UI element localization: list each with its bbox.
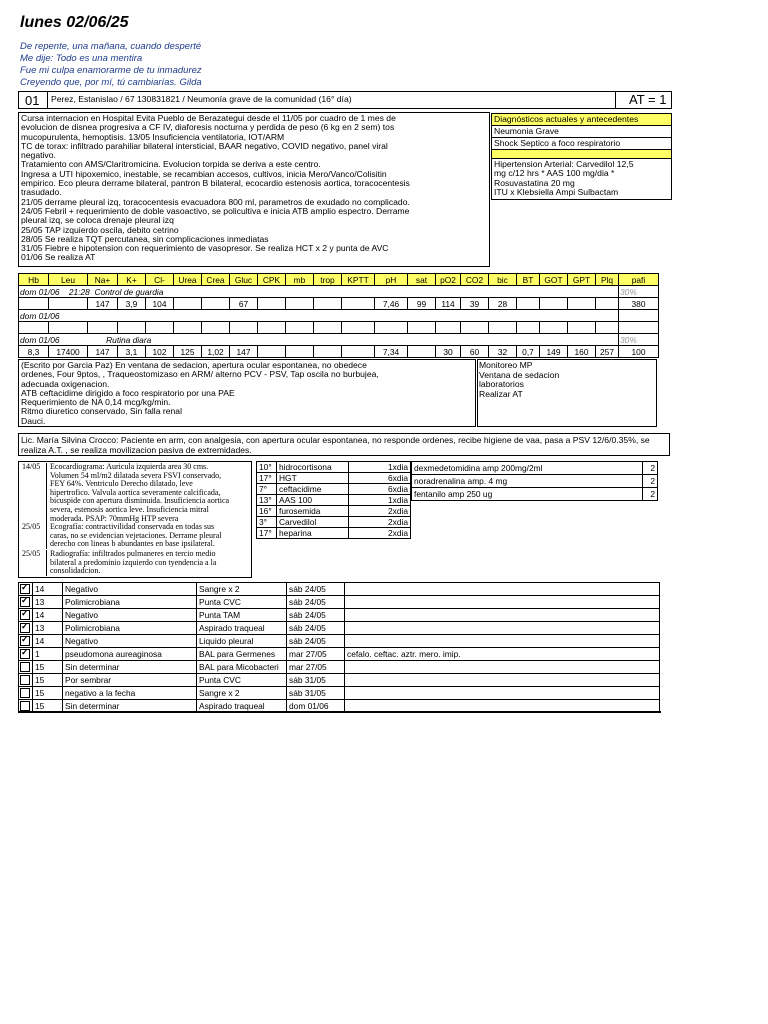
lab-value [342, 346, 375, 358]
at-counter: AT = 1 [629, 92, 667, 107]
note-line: adecuada oxigenacion. [21, 378, 110, 389]
lab-value [408, 322, 436, 334]
lab-header: GOT [540, 274, 568, 286]
culture-checkbox-cell [19, 622, 33, 635]
plan-item: Monitoreo MP [479, 360, 533, 370]
culture-checkbox[interactable] [20, 662, 30, 672]
antecedent-line: ITU x Klebsiella Ampi Sulbactam [494, 187, 619, 198]
culture-checkbox-cell [19, 596, 33, 609]
lab-value: 39 [461, 298, 489, 310]
culture-row [19, 661, 660, 674]
culture-checkbox-cell [19, 583, 33, 596]
lab-value [49, 298, 88, 310]
lab-header: Urea [174, 274, 202, 286]
lab-value: 147 [88, 346, 118, 358]
med-name: AAS 100 [277, 495, 349, 506]
lab-value [202, 322, 230, 334]
study-line: Ecocardiograma: Auricula izquierda area 30 cms. [50, 462, 209, 471]
history-line: Ingresa a UTI hipoxemico, inestable, se recambian accesos, cultivos, inicia Mero/Vanco/Colisitin [21, 168, 387, 179]
history-line: 01/06 Se realiza AT [21, 252, 96, 263]
culture-result: Negativo [63, 609, 197, 622]
lab-table [18, 273, 659, 358]
lab-value [174, 298, 202, 310]
infusion-name: fentanilo amp 250 ug [412, 488, 643, 501]
infusion-name: noradrenalina amp. 4 mg [412, 475, 643, 488]
lab-value [19, 322, 49, 334]
study-line: Ecografía: contractivilidad conservada en todas sus [50, 522, 215, 531]
lab-value: 60 [461, 346, 489, 358]
lab-value: 102 [146, 346, 174, 358]
lab-value [88, 322, 118, 334]
culture-note [345, 609, 660, 622]
culture-row [19, 622, 660, 635]
lab-header: pafi [619, 274, 659, 286]
lab-value: 104 [146, 298, 174, 310]
lab-value: 7,34 [375, 346, 408, 358]
lab-value: 8,3 [19, 346, 49, 358]
lab-header: trop [314, 274, 342, 286]
culture-sample: Sangre x 2 [197, 687, 287, 700]
plan-item: laboratorios [479, 379, 524, 390]
culture-result: Negativo [63, 635, 197, 648]
culture-date: sáb 24/05 [287, 635, 345, 648]
lab-value [540, 322, 568, 334]
culture-date: sáb 24/05 [287, 609, 345, 622]
infusion-row [412, 488, 658, 501]
lab-header-row [19, 274, 659, 286]
bed-number: 01 [25, 93, 40, 108]
med-frequency: 2xdia [349, 506, 411, 517]
lab-value [342, 298, 375, 310]
lab-header: mb [286, 274, 314, 286]
lab-value: 114 [436, 298, 461, 310]
culture-checkbox[interactable] [20, 675, 30, 685]
lab-value [517, 322, 540, 334]
culture-sample: BAL para Micobacteri [197, 661, 287, 674]
divider [18, 711, 661, 713]
culture-note [345, 583, 660, 596]
medication-row [257, 517, 411, 528]
med-frequency: 6xdia [349, 484, 411, 495]
lab-value: 30 [436, 346, 461, 358]
culture-result: pseudomona aureaginosa [63, 648, 197, 661]
lab-value [461, 322, 489, 334]
history-line: 28/05 Se realiza TQT percutanea, sin complicaciones inmediatas [21, 233, 269, 244]
culture-result: Sin determinar [63, 700, 197, 713]
lab-block-label: dom 01/06 Rutina diara [19, 334, 619, 346]
culture-day: 15 [33, 661, 63, 674]
clinical-history [18, 112, 490, 267]
lab-value [258, 346, 286, 358]
lab-value [258, 298, 286, 310]
study-line: bilateral a predominio izquierdo con tyendencia a la [50, 557, 217, 567]
lab-value [596, 298, 619, 310]
culture-row [19, 609, 660, 622]
med-name: ceftacidime [277, 484, 349, 495]
med-name: HGT [277, 473, 349, 484]
lab-header: Cl- [146, 274, 174, 286]
med-name: heparina [277, 528, 349, 539]
culture-note [345, 687, 660, 700]
lab-values-row [19, 322, 659, 334]
lab-value [230, 322, 258, 334]
medication-row [257, 484, 411, 495]
med-name: Carvedilol [277, 517, 349, 528]
lab-value: 125 [174, 346, 202, 358]
study-line: FEY 64%. Ventriculo Derecho dilatado, leve [50, 479, 193, 489]
culture-date: sáb 31/05 [287, 687, 345, 700]
culture-checkbox-cell [19, 635, 33, 648]
history-line: pleural izq, se coloca drenaje pleural izq [21, 215, 174, 226]
med-day: 7° [257, 484, 277, 495]
lab-header: sat [408, 274, 436, 286]
study-line: moderada. PSAP: 70mmHg HTP severa [50, 513, 179, 523]
history-line: mucopurulenta, hemoptisis. 13/05 Insuficiencia ventilatoria, IOT/ARM [21, 131, 285, 142]
culture-date: dom 01/06 [287, 700, 345, 713]
study-date: 25/05 [22, 523, 47, 549]
diagnosis-item: Neumonia Grave [491, 126, 672, 138]
culture-day: 14 [33, 635, 63, 648]
lab-value [286, 322, 314, 334]
lab-header: GPT [568, 274, 596, 286]
lab-value: 3,9 [118, 298, 146, 310]
lab-value: 3,1 [118, 346, 146, 358]
history-line: empirico. Eco pleura derrame bilateral, pantron B bilateral, ecocardio estenosis aortica, toracocentesis [21, 178, 410, 189]
history-line: 24/05 Febril + requerimiento de doble vasoactivo, se policultiva e inicia ATB amplio espectro. Derrame [21, 205, 410, 216]
lab-value [314, 298, 342, 310]
culture-checkbox-cell [19, 609, 33, 622]
culture-row [19, 674, 660, 687]
culture-note [345, 635, 660, 648]
lab-value [286, 346, 314, 358]
history-line: Cursa internacion en Hospital Evita Pueblo de Berazategui desde el 11/05 por cuadro de 1 mes de [21, 113, 396, 123]
study-line: derecho con lineas b abundantes en base ipsilateral. [50, 539, 215, 549]
lab-value: 149 [540, 346, 568, 358]
lab-header: Na+ [88, 274, 118, 286]
infusion-name: dexmedetomidina amp 200mg/2ml [412, 462, 643, 475]
lab-header: pO2 [436, 274, 461, 286]
antecedents [491, 159, 672, 200]
plan-list [477, 359, 657, 427]
culture-sample: Aspirado traqueal [197, 700, 287, 713]
fio2-value: 30% [619, 286, 659, 298]
lab-header: pH [375, 274, 408, 286]
medication-row [257, 506, 411, 517]
medication-row [257, 528, 411, 539]
lab-value [489, 322, 517, 334]
culture-row [19, 648, 660, 661]
culture-date: mar 27/05 [287, 661, 345, 674]
medication-row [257, 495, 411, 506]
culture-checkbox-cell [19, 648, 33, 661]
culture-checkbox-cell [19, 661, 33, 674]
culture-day: 13 [33, 596, 63, 609]
lab-value [49, 322, 88, 334]
lab-value [19, 298, 49, 310]
lab-header: Plq [596, 274, 619, 286]
plan-item: Ventana de sedacion [479, 369, 560, 380]
culture-result: Sin determinar [63, 661, 197, 674]
poem-line: Me dije: Todo es una mentira [20, 53, 143, 64]
lab-value [342, 322, 375, 334]
lab-value [146, 322, 174, 334]
poem-line: Fue mi culpa enamorarme de tu inmadurez [20, 65, 202, 76]
lab-value [517, 298, 540, 310]
culture-checkbox[interactable] [20, 584, 30, 594]
diagnosis-item: Shock Septico a foco respiratorio [491, 138, 672, 150]
lab-block-label-row [19, 286, 659, 298]
culture-row [19, 687, 660, 700]
study-line: Volumen 54 ml/m2 dilatada severa FSVI conservado, [50, 470, 222, 480]
med-frequency: 2xdia [349, 528, 411, 539]
lab-header: bic [489, 274, 517, 286]
antecedent-line: mg c/12 hrs * AAS 100 mg/dia * [494, 168, 615, 179]
lab-values-row [19, 298, 659, 310]
patient-info: Perez, Estanislao / 67 130831821 / Neumonía grave de la comunidad (16° día) [51, 94, 352, 104]
lab-value: 257 [596, 346, 619, 358]
study-text [50, 523, 221, 549]
lab-header: Leu [49, 274, 88, 286]
culture-note [345, 674, 660, 687]
culture-day: 14 [33, 609, 63, 622]
lab-value: 380 [619, 298, 659, 310]
history-line: TC de torax: infiltrado parahiliar bilateral intersticial, BAAR negativo, COVID negativo, panel viral [21, 140, 388, 151]
culture-result: Polimicrobiana [63, 622, 197, 635]
note-line: ordenes, Four 9ptos, , Traqueostomizaso en ARM/ alterno PCV - PSV, Tap oscila no burbujea, [21, 369, 379, 380]
infusion-row [412, 462, 658, 475]
med-day: 17° [257, 528, 277, 539]
culture-sample: Punta CVC [197, 674, 287, 687]
culture-checkbox-cell [19, 687, 33, 700]
lab-header: KPTT [342, 274, 375, 286]
lab-block-label-row [19, 334, 659, 346]
culture-date: sáb 24/05 [287, 583, 345, 596]
lab-value [619, 322, 659, 334]
med-day: 16° [257, 506, 277, 517]
culture-sample: Punta CVC [197, 596, 287, 609]
culture-note [345, 622, 660, 635]
lab-header: Gluc [230, 274, 258, 286]
study-text [50, 550, 216, 576]
lab-value [436, 322, 461, 334]
lab-value [258, 322, 286, 334]
culture-note [345, 661, 660, 674]
poem [20, 41, 202, 89]
medical-note [18, 359, 476, 427]
note-line: Requerimiento de NA 0,14 mcg/kg/min. [21, 397, 171, 408]
culture-date: sáb 24/05 [287, 622, 345, 635]
lab-values-row [19, 346, 659, 358]
lab-value: 67 [230, 298, 258, 310]
lab-header: BT [517, 274, 540, 286]
lab-value: 160 [568, 346, 596, 358]
med-day: 13° [257, 495, 277, 506]
history-line: 31/05 Fiebre e hipotension con requerimiento de vasopresor. Se realiza HCT x 2 y punta de AVC [21, 243, 389, 254]
culture-day: 15 [33, 687, 63, 700]
lab-header: CPK [258, 274, 286, 286]
med-name: hidrocortisona [277, 462, 349, 473]
infusion-qty: 2 [643, 462, 658, 475]
study-date: 14/05 [22, 463, 47, 523]
lab-value [375, 322, 408, 334]
fio2-value: 30% [619, 334, 659, 346]
culture-date: sáb 24/05 [287, 596, 345, 609]
culture-checkbox[interactable] [20, 610, 30, 620]
diagnoses-panel [491, 113, 672, 200]
lab-value [408, 346, 436, 358]
lab-value: 7,46 [375, 298, 408, 310]
study-line: Radiografía: infiltrados pulmaneres en tercio medio [50, 549, 216, 558]
note-line: (Escrito por Garcia Paz) En ventana de sedacion, apertura ocular espontanea, no obedece [21, 360, 367, 370]
history-line: 21/05 derrame pleural izq, toracocentesis evacuadora 800 ml, parametros de exudado no complicado. [21, 196, 410, 207]
study-line: hipertrofico. Valvula aortica severamente calcificada, [50, 487, 221, 497]
culture-row [19, 635, 660, 648]
culture-checkbox[interactable] [20, 649, 30, 659]
page-date: lunes 02/06/25 [20, 14, 129, 31]
nursing-note: Lic. María Silvina Crocco: Paciente en arm, con analgesia, con apertura ocular espontanea, no responde ordenes, recibe higiene de vaa, pasa a PSV 12/6/0.35%, se realiza A.T. , se realiza movilizacion pasiva de extremidades. [18, 433, 670, 456]
culture-note [345, 596, 660, 609]
lab-value [568, 322, 596, 334]
history-line: 25/05 TAP izquierdo oscila, debito cetrino [21, 224, 179, 235]
med-day: 3° [257, 517, 277, 528]
infusion-qty: 2 [643, 475, 658, 488]
culture-day: 13 [33, 622, 63, 635]
medication-row [257, 462, 411, 473]
lab-value [596, 322, 619, 334]
lab-value: 99 [408, 298, 436, 310]
culture-row [19, 596, 660, 609]
culture-checkbox[interactable] [20, 688, 30, 698]
culture-checkbox[interactable] [20, 597, 30, 607]
study-line: consolidadcion. [50, 566, 101, 576]
lab-value: 17400 [49, 346, 88, 358]
cultures-table [18, 582, 660, 713]
med-frequency: 1xdia [349, 495, 411, 506]
culture-result: Por sembrar [63, 674, 197, 687]
study-line: caras, no se evidencian vejetaciones. Derrame pleural [50, 530, 222, 540]
med-day: 10° [257, 462, 277, 473]
medications-table [256, 461, 411, 539]
lab-block-label: dom 01/06 [19, 310, 619, 322]
lab-value: 28 [489, 298, 517, 310]
culture-checkbox[interactable] [20, 623, 30, 633]
culture-sample: Aspirado traqueal [197, 622, 287, 635]
lab-value [202, 298, 230, 310]
culture-result: Negativo [63, 583, 197, 596]
culture-day: 15 [33, 674, 63, 687]
med-day: 17° [257, 473, 277, 484]
lab-value: 32 [489, 346, 517, 358]
lab-value: 100 [619, 346, 659, 358]
culture-day: 1 [33, 648, 63, 661]
study-line: bicuspide con apertura disminuida. Insuficiencia aortica [50, 496, 230, 506]
fio2-value [619, 310, 659, 322]
culture-day: 14 [33, 583, 63, 596]
culture-checkbox-cell [19, 674, 33, 687]
study-line: severa, estenosis aortica leve. Insuficiencia mitral [50, 504, 209, 514]
culture-result: Polimicrobiana [63, 596, 197, 609]
history-line: trasudado. [21, 187, 62, 198]
culture-sample: Liquido pleural [197, 635, 287, 648]
lab-header: Hb [19, 274, 49, 286]
culture-note: cefalo. ceftac. aztr. mero. imip. [345, 648, 660, 661]
culture-date: sáb 31/05 [287, 674, 345, 687]
culture-row [19, 583, 660, 596]
poem-line: Creyendo que, por mí, tú cambiarías. Gilda [20, 77, 202, 88]
med-frequency: 1xdia [349, 462, 411, 473]
lab-value [314, 322, 342, 334]
infusion-qty: 2 [643, 488, 658, 501]
plan-item: Realizar AT [479, 388, 523, 399]
med-frequency: 6xdia [349, 473, 411, 484]
study-date: 25/05 [22, 550, 47, 576]
studies-panel [18, 461, 252, 578]
diagnoses-header: Diagnósticos actuales y antecedentes [491, 113, 672, 126]
culture-day: 15 [33, 700, 63, 713]
medication-row [257, 473, 411, 484]
history-line: negativo. [21, 150, 56, 161]
culture-checkbox[interactable] [20, 701, 30, 711]
med-frequency: 2xdia [349, 517, 411, 528]
lab-value [118, 322, 146, 334]
history-line: evolucion de disnea progresiva a CF IV, diaforesis nocturna y perdida de peso (6 kg en 2 sem) tos [21, 122, 395, 133]
lab-value [174, 322, 202, 334]
lab-block-label: dom 01/06 21:28 Control de guardia [19, 286, 619, 298]
history-line: Tratamiento con AMS/Claritromicina. Evolucion torpida se deriva a este centro. [21, 159, 321, 170]
lab-value: 1,02 [202, 346, 230, 358]
poem-line: De repente, una mañana, cuando desperté [20, 41, 202, 52]
lab-value: 147 [88, 298, 118, 310]
med-name: furosemida [277, 506, 349, 517]
lab-header: CO2 [461, 274, 489, 286]
study-text [50, 463, 229, 523]
note-line: Dauci. [21, 415, 46, 426]
lab-value [314, 346, 342, 358]
lab-header: K+ [118, 274, 146, 286]
note-line: ATB ceftacidime dirigido a foco respiratorio por una PAE [21, 387, 235, 398]
lab-value [568, 298, 596, 310]
culture-sample: BAL para Germenes [197, 648, 287, 661]
lab-header: Crea [202, 274, 230, 286]
lab-value [286, 298, 314, 310]
lab-value: 147 [230, 346, 258, 358]
patient-header [18, 91, 672, 109]
antecedent-line: Rosuvastatina 20 mg [494, 177, 575, 188]
lab-block-label-row [19, 310, 659, 322]
note-line: Ritmo diuretico conservado, Sin falla renal [21, 406, 182, 417]
antecedent-line: Hipertension Arterial: Carvedilol 12,5 [494, 159, 634, 169]
culture-checkbox[interactable] [20, 636, 30, 646]
lab-value [540, 298, 568, 310]
culture-date: mar 27/05 [287, 648, 345, 661]
lab-value: 0,7 [517, 346, 540, 358]
infusion-row [412, 475, 658, 488]
culture-result: negativo a la fecha [63, 687, 197, 700]
infusions-table [411, 461, 658, 501]
culture-sample: Punta TAM [197, 609, 287, 622]
culture-sample: Sangre x 2 [197, 583, 287, 596]
